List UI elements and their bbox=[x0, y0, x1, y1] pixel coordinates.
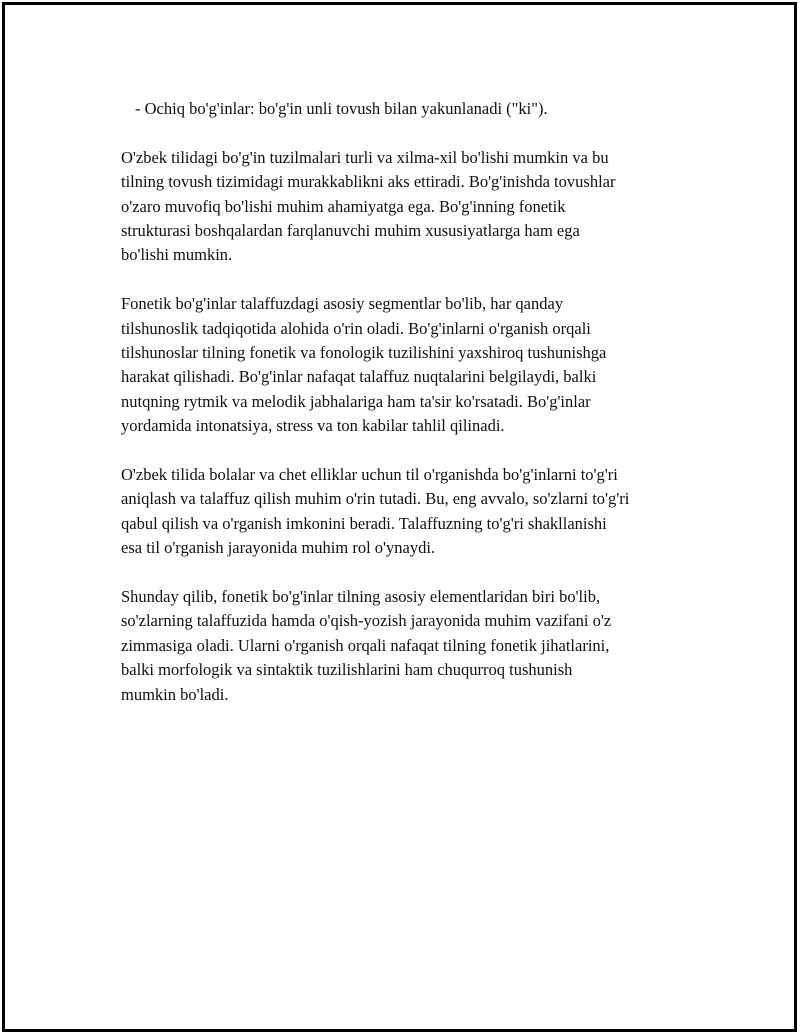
text-line: balki morfologik va sintaktik tuzilishlarini ham chuqurroq tushunish bbox=[121, 660, 573, 680]
paragraph-syllable-structures bbox=[121, 146, 711, 268]
text-line: aniqlash va talaffuz qilish muhim o'rin tutadi. Bu, eng avvalo, so'zlarni to'g'ri bbox=[121, 489, 630, 509]
text-line: o'zaro muvofiq bo'lishi muhim ahamiyatga ega. Bo'g'inning fonetik bbox=[121, 196, 566, 216]
paragraph-conclusion bbox=[121, 585, 711, 707]
text-line: O'zbek tilida bolalar va chet elliklar uchun til o'rganishda bo'g'inlarni to'g'ri bbox=[121, 465, 618, 485]
text-line: strukturasi boshqalardan farqlanuvchi muhim xususiyatlarga ham ega bbox=[121, 221, 580, 241]
text-line: tilning tovush tizimidagi murakkablikni aks ettiradi. Bo'g'inishda tovushlar bbox=[121, 172, 616, 192]
bullet-item-open-syllables: - Ochiq bo'g'inlar: bo'g'in unli tovush bilan yakunlanadi ("ki"). bbox=[135, 99, 548, 118]
text-line: esa til o'rganish jarayonida muhim rol o'ynaydi. bbox=[121, 538, 436, 558]
text-line: O'zbek tilidagi bo'g'in tuzilmalari turli va xilma-xil bo'lishi mumkin va bu bbox=[121, 147, 609, 167]
text-line: so'zlarning talaffuzida hamda o'qish-yozish jarayonida muhim vazifani o'z bbox=[121, 611, 612, 631]
text-line: Shunday qilib, fonetik bo'g'inlar tilning asosiy elementlaridan biri bo'lib, bbox=[121, 587, 601, 607]
text-line: qabul qilish va o'rganish imkonini beradi. Talaffuzning to'g'ri shakllanishi bbox=[121, 513, 607, 533]
text-line: mumkin bo'ladi. bbox=[121, 684, 229, 704]
paragraph-phonetic-syllables bbox=[121, 292, 711, 438]
text-line: harakat qilishadi. Bo'g'inlar nafaqat talaffuz nuqtalarini belgilaydi, balki bbox=[121, 367, 597, 387]
text-line: zimmasiga oladi. Ularni o'rganish orqali nafaqat tilning fonetik jihatlarini, bbox=[121, 635, 610, 655]
text-line: bo'lishi mumkin. bbox=[121, 245, 233, 265]
page-frame bbox=[2, 2, 797, 1032]
paragraph-language-learning bbox=[121, 463, 711, 561]
text-line: tilshunoslik tadqiqotida alohida o'rin oladi. Bo'g'inlarni o'rganish orqali bbox=[121, 318, 591, 338]
text-line: Fonetik bo'g'inlar talaffuzdagi asosiy segmentlar bo'lib, har qanday bbox=[121, 294, 564, 314]
text-line: tilshunoslar tilning fonetik va fonologik tuzilishini yaxshiroq tushunishga bbox=[121, 343, 607, 363]
text-line: nutqning rytmik va melodik jabhalariga ham ta'sir ko'rsatadi. Bo'g'inlar bbox=[121, 391, 591, 411]
text-line: yordamida intonatsiya, stress va ton kabilar tahlil qilinadi. bbox=[121, 416, 505, 436]
document-body bbox=[121, 97, 711, 731]
